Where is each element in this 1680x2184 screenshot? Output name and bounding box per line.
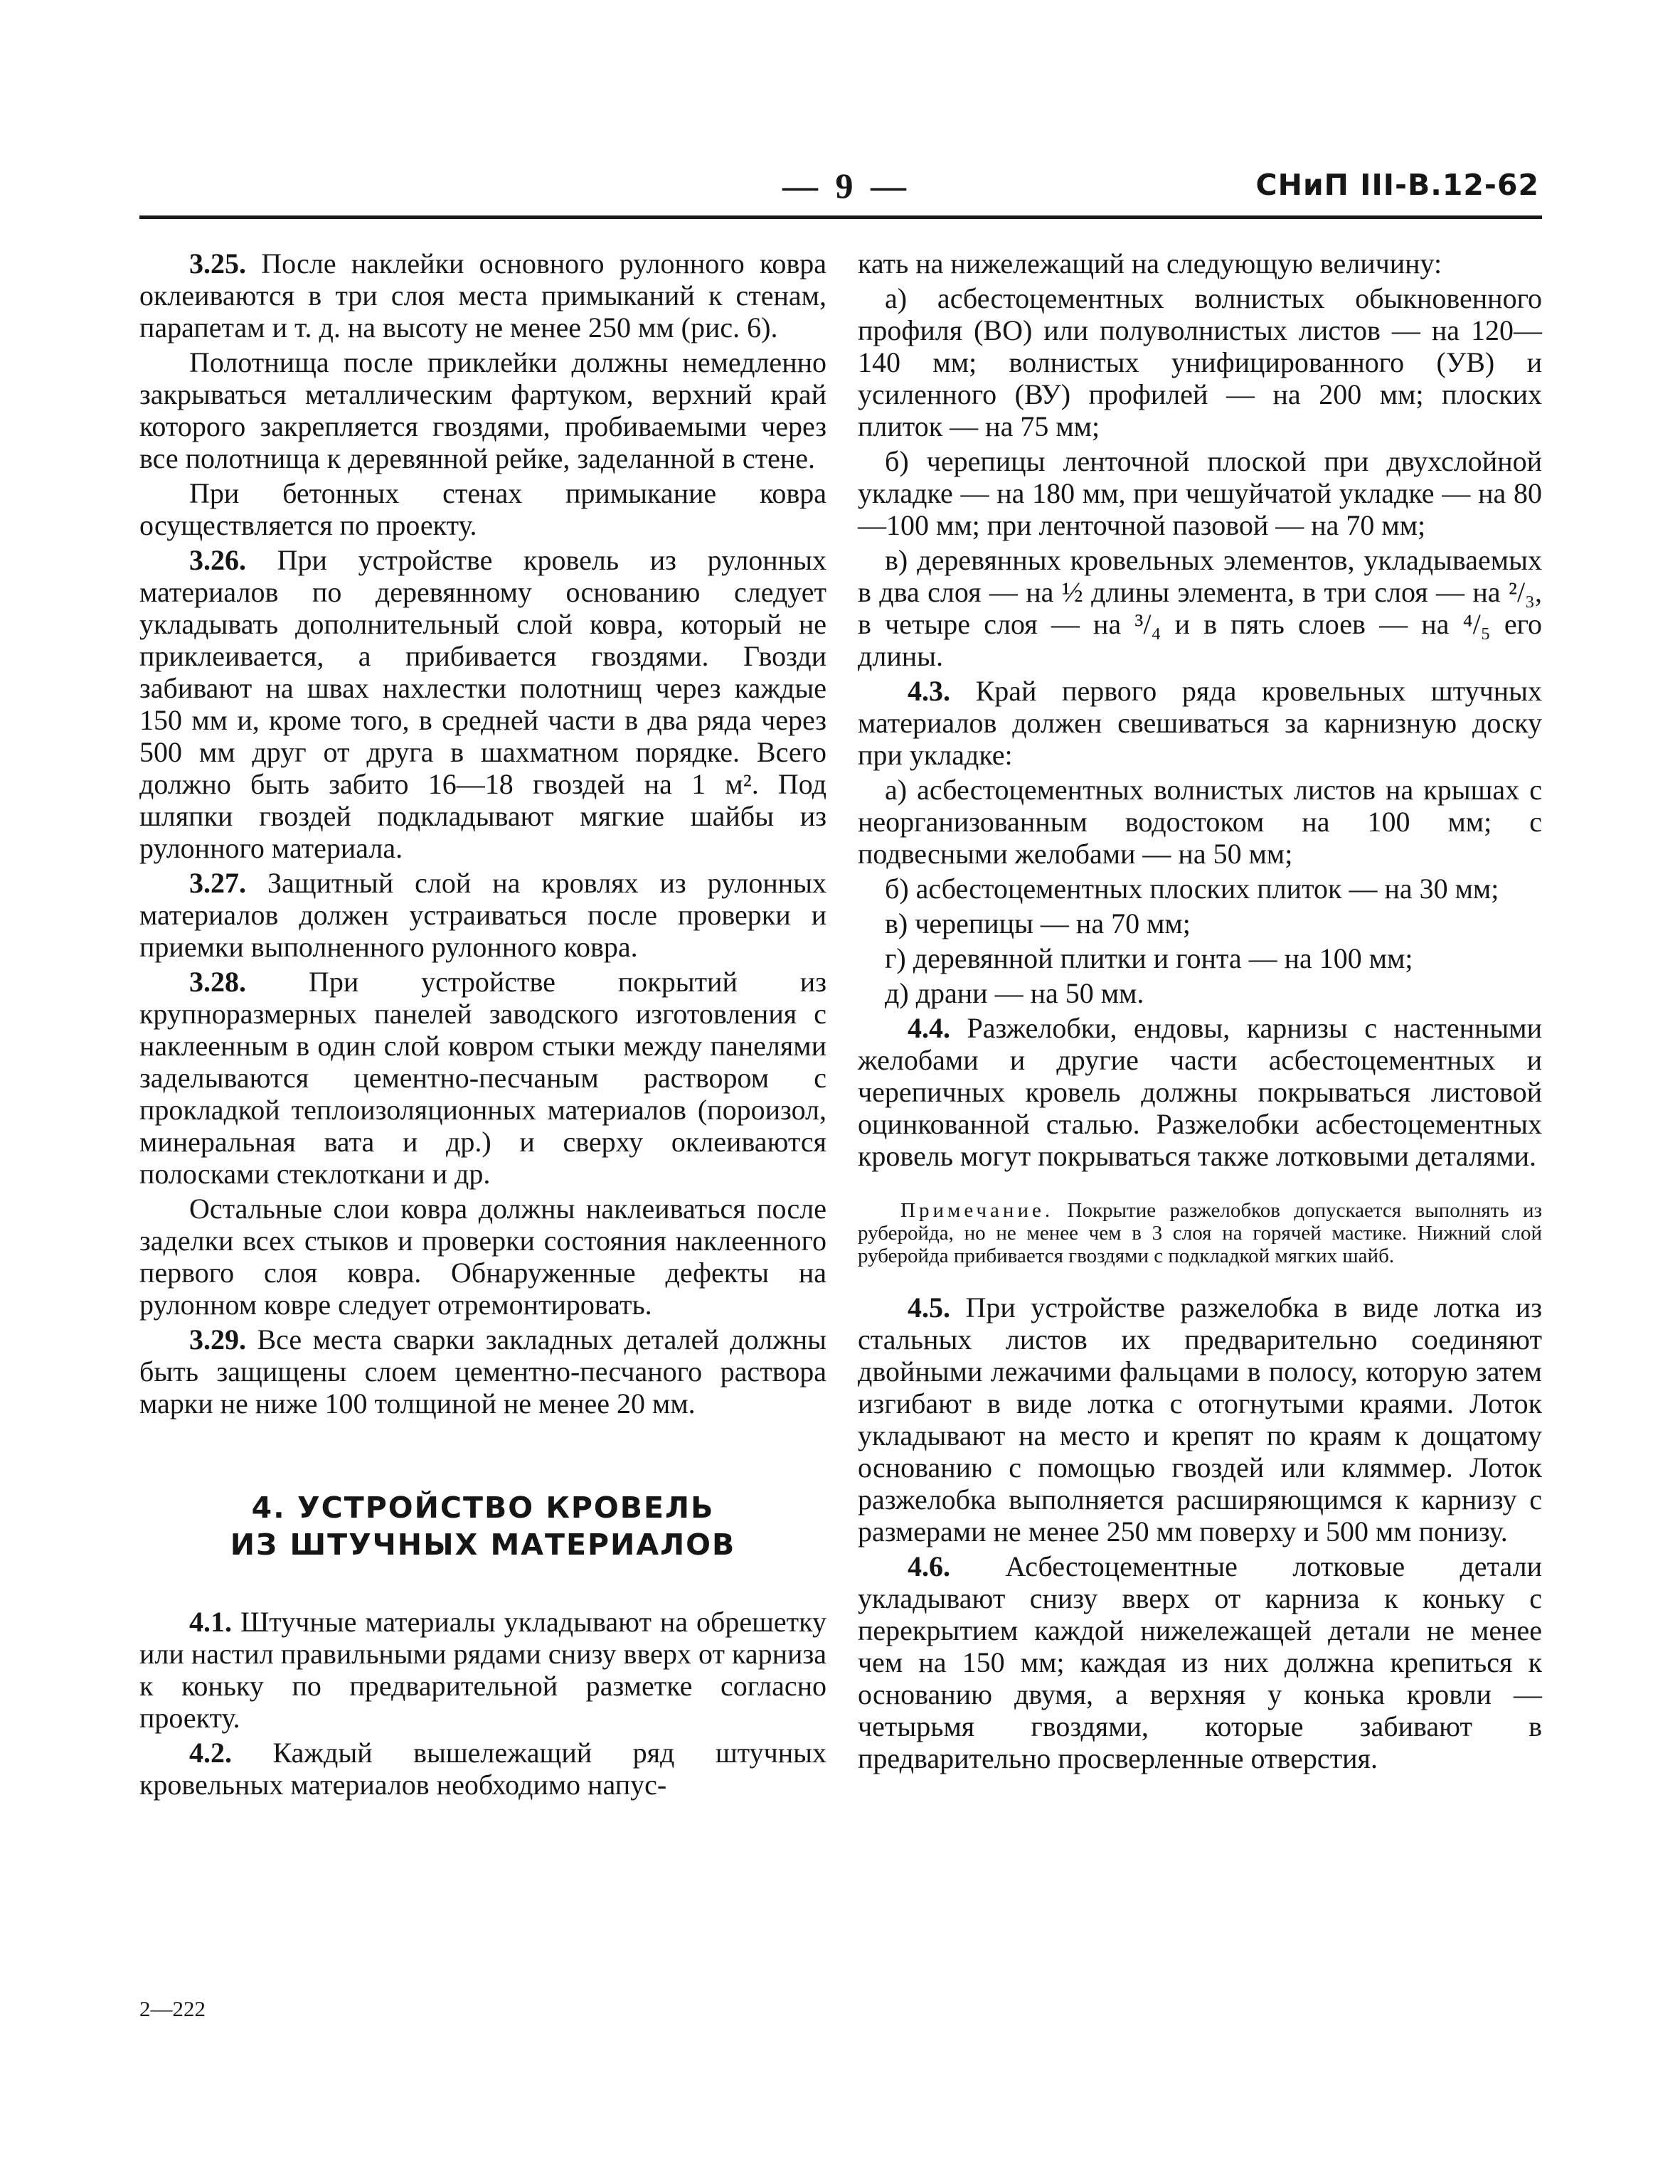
paragraph-text: Каждый вышележащий ряд штучных кровельных материалов необходимо напус- [139, 1737, 826, 1801]
paragraph-4-2 [139, 1737, 826, 1801]
note [858, 1199, 1542, 1267]
paragraph-number: 4.1. [189, 1606, 232, 1638]
paragraph-text: Все места сварки закладных деталей должны быть защищены слоем цементно-песчаного раствора марки не ниже 100 толщиной не менее 20 мм. [139, 1323, 826, 1419]
paragraph-text: Разжелобки, ендовы, карнизы с настенными желобами и другие части асбестоцементных и черепичных кровель должны покрываться листовой оцинкованной сталью. Разжелобки асбестоцементных кровель могут покрываться также лотковыми деталями. [858, 1012, 1542, 1172]
page-number: — 9 — [782, 166, 910, 206]
paragraph-text: Штучные материалы укладывают на обрешетку или настил правильными рядами снизу вверх от карниза к коньку по предварительной разметке согласно проекту. [139, 1606, 826, 1734]
paragraph-4-6 [858, 1550, 1542, 1774]
paragraph-4-4 [858, 1012, 1542, 1172]
list-item-4-3-c: в) черепицы — на 70 мм; [885, 907, 1191, 939]
paragraph-4-2-continued: кать на нижележащий на следующую величину: [858, 247, 1442, 279]
paragraph-4-3 [858, 675, 1542, 771]
paragraph-4-5 [858, 1291, 1542, 1548]
section-heading-line-2: ИЗ ШТУЧНЫХ МАТЕРИАЛОВ [230, 1528, 736, 1562]
list-item-4-2-c: в) деревянных кровельных элементов, укладываемых в два слоя — на ½ длины элемента, в три слоя — на ²/₃, в четыре слоя — на ³/₄ и в пять слоев — на ⁴/₅ его длины. [858, 544, 1542, 672]
header-rule [139, 215, 1542, 219]
paragraph-number: 3.27. [189, 867, 246, 899]
paragraph-number: 4.2. [189, 1737, 232, 1769]
left-column [139, 247, 826, 1804]
paragraph-number: 3.29. [189, 1323, 246, 1355]
list-item-4-2-a: а) асбестоцементных волнистых обыкновенного профиля (ВО) или полуволнистых листов — на 120—140 мм; волнистых унифицированного (УВ) и усиленного (ВУ) профилей — на 200 мм; плоских плиток — на 75 мм; [858, 282, 1542, 442]
list-item-4-2-b: б) черепицы ленточной плоской при двухслойной укладке — на 180 мм, при чешуйчатой укладке — на 80—100 мм; при ленточной пазовой — на 70 мм; [858, 445, 1542, 541]
document-code: СНиП III-В.12-62 [1255, 168, 1539, 202]
paragraph-number: 3.25. [189, 247, 246, 279]
paragraph-number: 4.3. [908, 675, 950, 707]
paragraph-3-28-b: Остальные слои ковра должны наклеиваться после заделки всех стыков и проверки состояния наклеенного первого слоя ковра. Обнаруженные дефекты на рулонном ковре следует отремонтировать. [139, 1193, 826, 1321]
right-column [858, 247, 1542, 1777]
paragraph-text: Защитный слой на кровлях из рулонных материалов должен устраиваться после проверки и приемки выполненного рулонного ковра. [139, 867, 826, 963]
paragraph-text: После наклейки основного рулонного ковра оклеиваются в три слоя места примыканий к стенам, парапетам и т. д. на высоту не менее 250 мм (рис. 6). [139, 247, 826, 343]
paragraph-number: 3.28. [189, 966, 246, 998]
paragraph-number: 4.4. [908, 1012, 950, 1044]
paragraph-3-28 [139, 966, 826, 1190]
paragraph-3-25-b: Полотнища после приклейки должны немедленно закрываться металлическим фартуком, верхний край которого закрепляется гвоздями, пробиваемыми через все полотнища к деревянной рейке, заделанной в стене. [139, 346, 826, 474]
note-text: Покрытие разжелобков допускается выполнять из руберойда, но не менее чем в 3 слоя на горячей мастике. Нижний слой руберойда прибивается гвоздями с подкладкой мягких шайб. [858, 1199, 1542, 1267]
paragraph-3-26 [139, 544, 826, 864]
paragraph-3-29 [139, 1323, 826, 1419]
paragraph-text: Асбестоцементные лотковые детали укладывают снизу вверх от карниза к коньку с перекрытием каждой нижележащей детали не менее чем на 150 мм; каждая из них должна крепиться к основанию двумя, а верхняя у конька кровли — четырьмя гвоздями, которые забивают в предварительно просверленные отверстия. [858, 1550, 1542, 1774]
paragraph-text: При устройстве покрытий из крупноразмерных панелей заводского изготовления с наклеенным в один слой ковром стыки между панелями заделываются цементно-песчаным раствором с прокладкой теплоизоляционных материалов (пороизол, минеральная вата и др.) и сверху оклеиваются полосками стеклоткани и др. [139, 966, 826, 1190]
paragraph-3-25-c: При бетонных стенах примыкание ковра осуществляется по проекту. [139, 477, 826, 541]
section-heading-line-1: 4. УСТРОЙСТВО КРОВЕЛЬ [251, 1491, 715, 1525]
paragraph-3-27 [139, 867, 826, 963]
paragraph-text: При устройстве кровель из рулонных материалов по деревянному основанию следует укладывать дополнительный слой ковра, который не приклеивается, а прибивается гвоздями. Гвозди забивают на швах нахлестки полотнищ через каждые 150 мм и, кроме того, в средней части в два ряда через 500 мм друг от друга в шахматном порядке. Всего должно быть забито 16—18 гвоздей на 1 м². Под шляпки гвоздей подкладывают мягкие шайбы из рулонного материала. [139, 544, 826, 864]
paragraph-4-1 [139, 1606, 826, 1734]
list-item-4-3-b: б) асбестоцементных плоских плиток — на 30 мм; [885, 873, 1499, 905]
paragraph-number: 3.26. [189, 544, 246, 576]
list-item-4-3-a: а) асбестоцементных волнистых листов на крышах с неорганизованным водостоком на 100 мм; с подвесными желобами — на 50 мм; [858, 774, 1542, 870]
list-item-4-3-e: д) драни — на 50 мм. [885, 977, 1144, 1009]
paragraph-3-25 [139, 247, 826, 343]
section-heading [139, 1489, 826, 1563]
list-item-4-3-d: г) деревянной плитки и гонта — на 100 мм; [885, 942, 1413, 974]
paragraph-text: При устройстве разжелобка в виде лотка из стальных листов их предварительно соединяют двойными лежачими фальцами в полосу, которую затем изгибают в виде лотка с отогнутыми краями. Лоток укладывают на место и крепят по краям к дощатому основанию с помощью гвоздей или кляммер. Лоток разжелобка выполняется расширяющимся к карнизу с размерами не менее 250 мм поверху и 500 мм понизу. [858, 1291, 1542, 1548]
paragraph-number: 4.6. [908, 1550, 950, 1582]
paragraph-text: Край первого ряда кровельных штучных материалов должен свешиваться за карнизную доску при укладке: [858, 675, 1542, 771]
note-label: Примечание. [900, 1199, 1054, 1222]
signature-mark: 2—222 [139, 1996, 206, 2021]
paragraph-number: 4.5. [908, 1291, 950, 1323]
